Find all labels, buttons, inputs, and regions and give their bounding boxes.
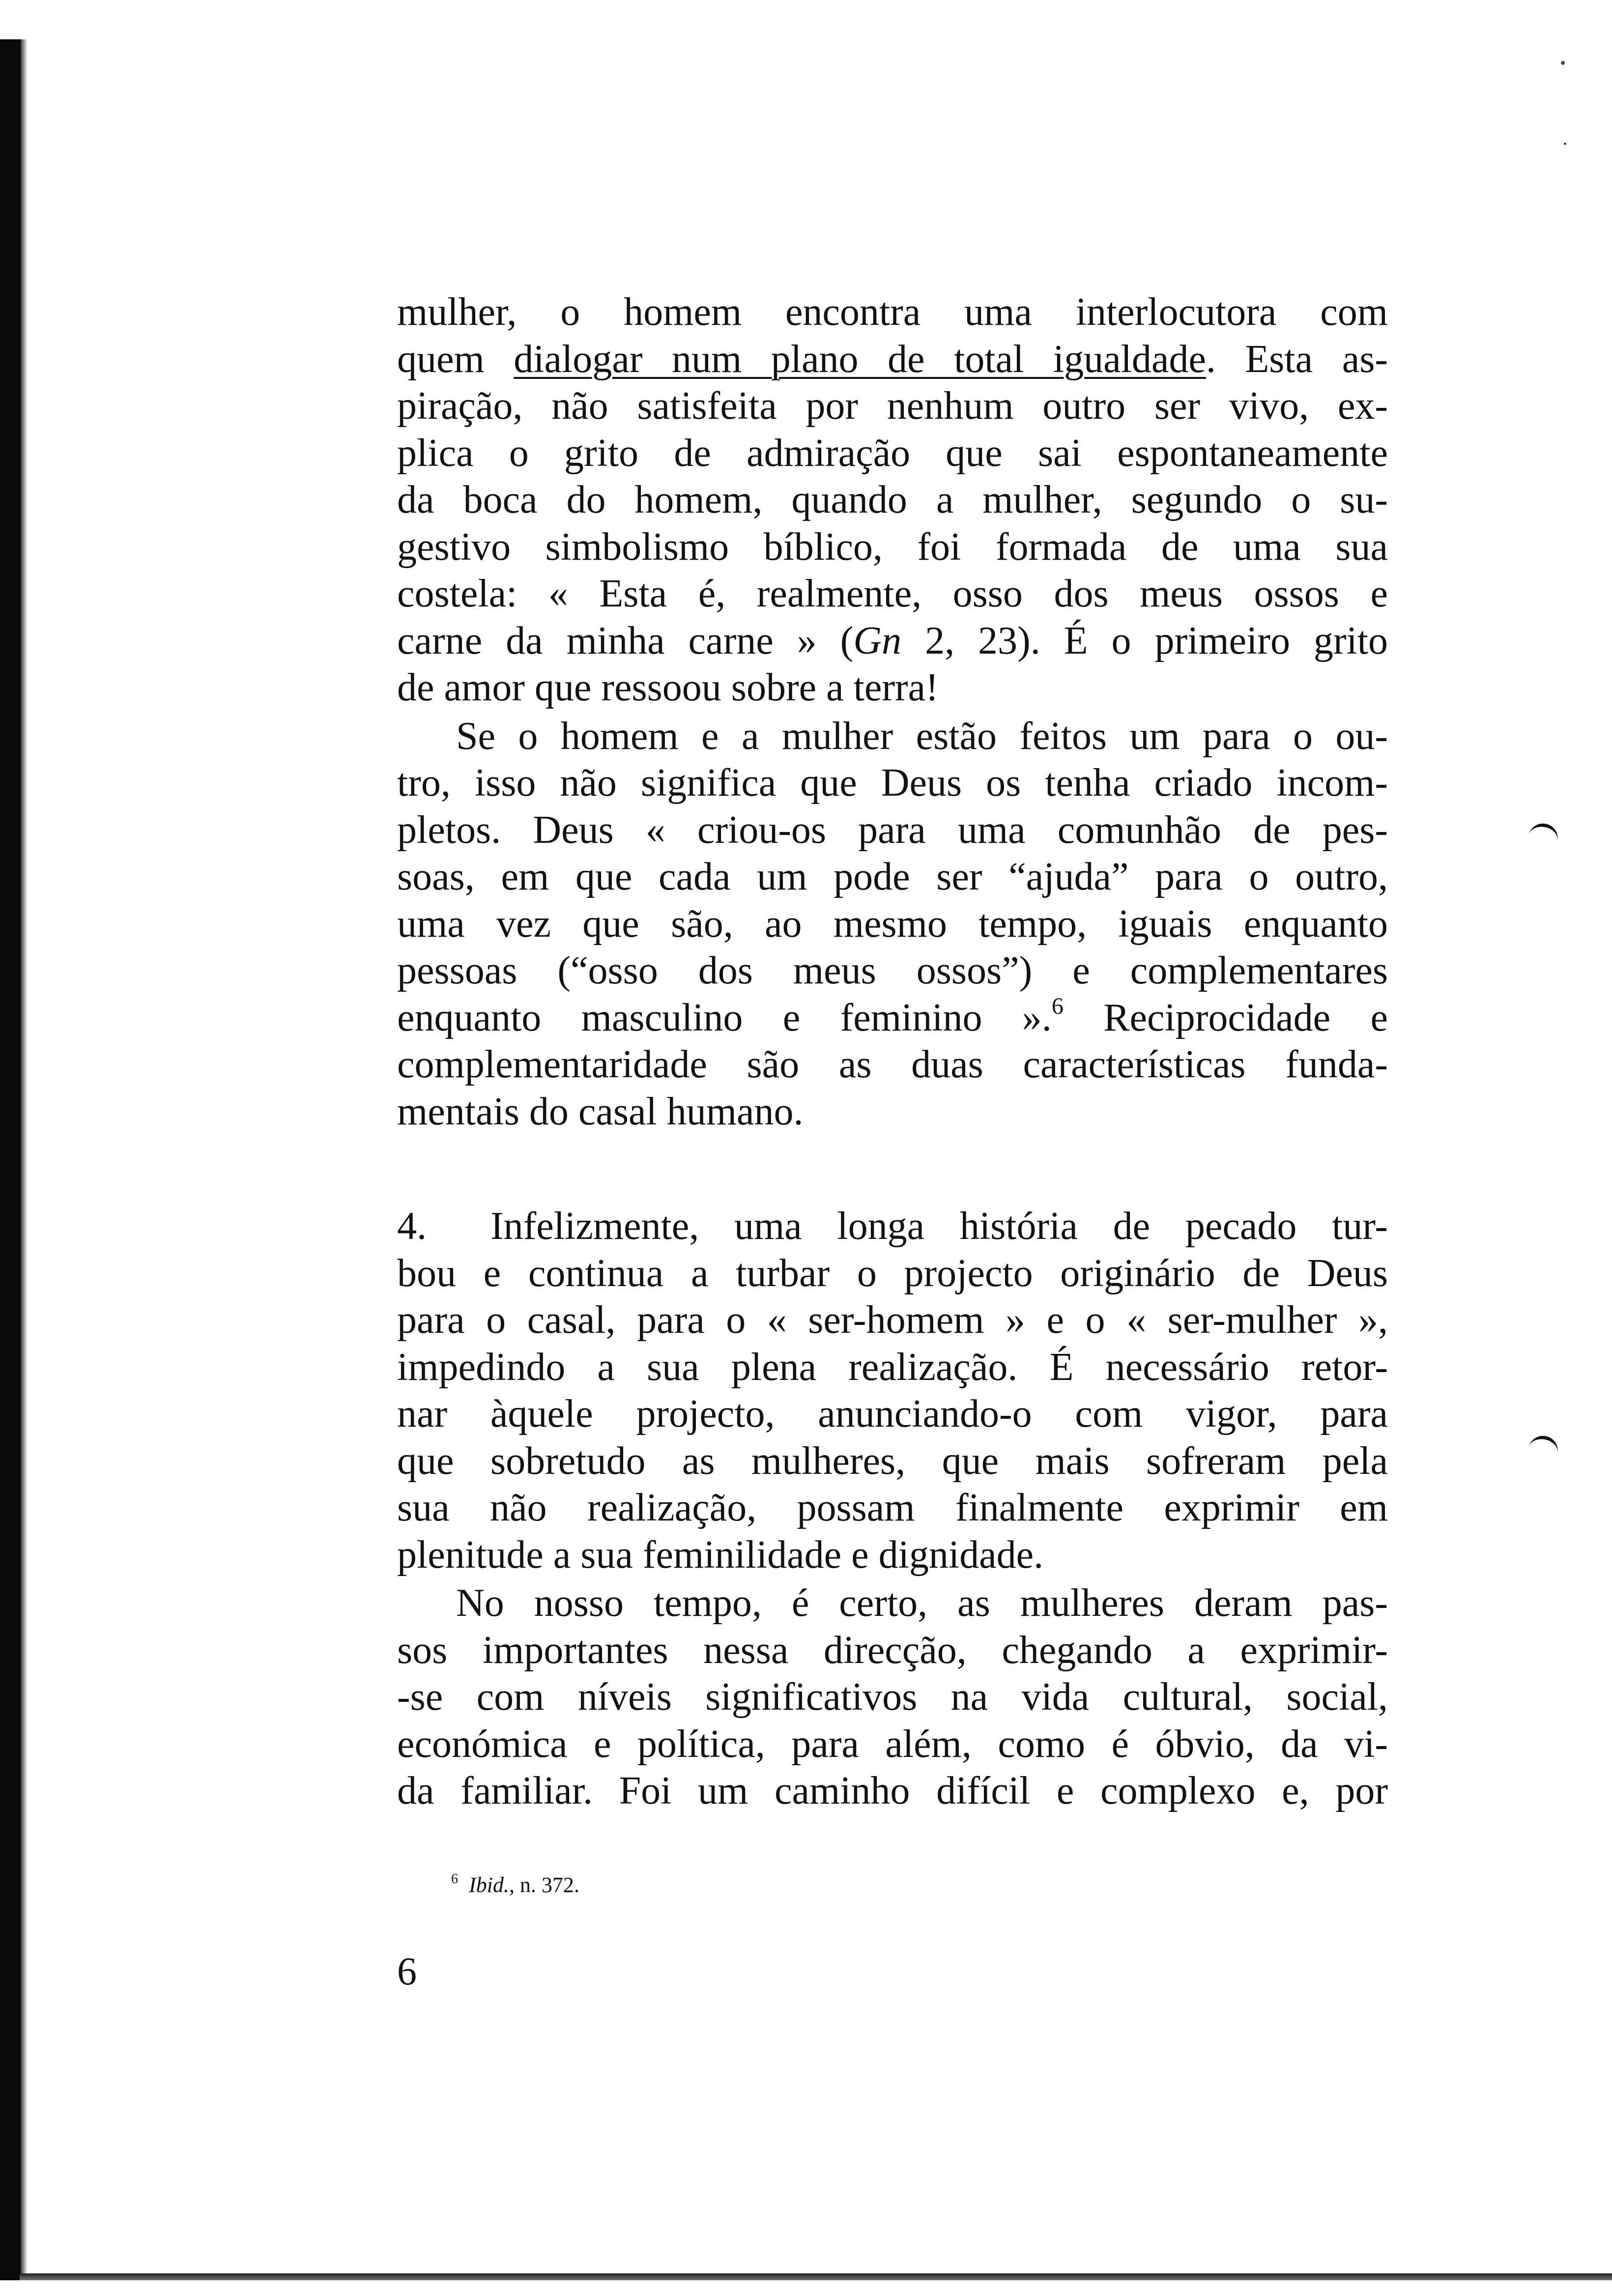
body-line: para o casal, para o « ser-homem » e o « ser-mulher », <box>397 1298 1388 1342</box>
body-line: tro, isso não significa que Deus os tenha criado incom- <box>397 761 1388 804</box>
body-line: da boca do homem, quando a mulher, segundo o su- <box>397 478 1388 521</box>
scan-speck-1 <box>1561 61 1565 65</box>
body-line: económica e política, para além, como é óbvio, da vi- <box>397 1722 1388 1766</box>
body-line: pletos. Deus « criou-os para uma comunhão de pes- <box>397 808 1388 852</box>
text-span: Reciprocidade e <box>1103 996 1388 1039</box>
page-number: 6 <box>397 1950 417 1993</box>
body-line <box>397 618 1388 665</box>
body-line: da familiar. Foi um caminho difícil e complexo e, por <box>397 1769 1388 1812</box>
text-span: . <box>1206 337 1216 381</box>
scan-left-border-shadow <box>21 39 28 2280</box>
body-line: -se com níveis significativos na vida cultural, social, <box>397 1675 1388 1719</box>
body-line <box>397 336 1388 383</box>
text-span: quem <box>397 337 485 381</box>
margin-mark-1 <box>1528 821 1560 845</box>
page-body-text <box>397 289 1388 1815</box>
body-line: mentais do casal humano. <box>397 1090 804 1133</box>
text-span: carne da minha carne » ( <box>397 619 854 662</box>
body-line: plica o grito de admiração que sai espontaneamente <box>397 431 1388 475</box>
section-number: 4. <box>397 1205 427 1248</box>
footnote <box>451 1870 579 1900</box>
body-line <box>397 1203 1388 1250</box>
body-line: plenitude a sua feminilidade e dignidade. <box>397 1533 1044 1577</box>
body-line: nar àquele projecto, anunciando-o com vigor, para <box>397 1392 1388 1435</box>
scan-speck-2 <box>1564 143 1566 145</box>
footnote-reference: 6 <box>1051 993 1064 1019</box>
underlined-phrase: dialogar num plano de total igualdade <box>514 337 1206 381</box>
body-line: impedindo a sua plena realização. É necessário retor- <box>397 1345 1388 1389</box>
text-span: enquanto masculino e feminino ». <box>397 996 1052 1039</box>
body-line: que sobretudo as mulheres, que mais sofreram pela <box>397 1439 1388 1483</box>
body-line: de amor que ressoou sobre a terra! <box>397 666 939 709</box>
section-gap <box>397 1135 1388 1203</box>
body-line: complementaridade são as duas características funda- <box>397 1043 1388 1086</box>
body-line: costela: « Esta é, realmente, osso dos meus ossos e <box>397 572 1388 615</box>
bible-book-abbrev: Gn <box>853 619 902 662</box>
footnote-marker: 6 <box>451 1871 458 1887</box>
text-span: 2, 23). É o primeiro grito <box>925 619 1388 662</box>
body-line: pessoas (“osso dos meus ossos”) e complementares <box>397 949 1388 992</box>
body-line: gestivo simbolismo bíblico, foi formada de uma sua <box>397 525 1388 569</box>
footnote-ibid: Ibid. <box>469 1873 509 1897</box>
body-line: soas, em que cada um pode ser “ajuda” para o outro, <box>397 855 1388 898</box>
body-line: sua não realização, possam finalmente exprimir em <box>397 1486 1388 1529</box>
scan-bottom-border <box>20 2273 1612 2280</box>
scan-left-border <box>0 39 21 2280</box>
footnote-citation: , n. 372. <box>509 1873 579 1897</box>
body-line: sos importantes nessa direcção, chegando a exprimir- <box>397 1628 1388 1672</box>
body-line: No nosso tempo, é certo, as mulheres deram pas- <box>456 1581 1388 1625</box>
text-span: Esta as- <box>1245 337 1388 381</box>
text-span: Infelizmente, uma longa história de pecado tur- <box>490 1205 1388 1248</box>
body-line: uma vez que são, ao mesmo tempo, iguais enquanto <box>397 902 1388 946</box>
body-line: piração, não satisfeita por nenhum outro ser vivo, ex- <box>397 384 1388 428</box>
body-line: bou e continua a turbar o projecto originário de Deus <box>397 1251 1388 1295</box>
body-line: mulher, o homem encontra uma interlocutora com <box>397 290 1388 334</box>
margin-mark-2 <box>1528 1433 1560 1457</box>
body-line <box>397 995 1388 1042</box>
body-line: Se o homem e a mulher estão feitos um para o ou- <box>456 714 1388 758</box>
